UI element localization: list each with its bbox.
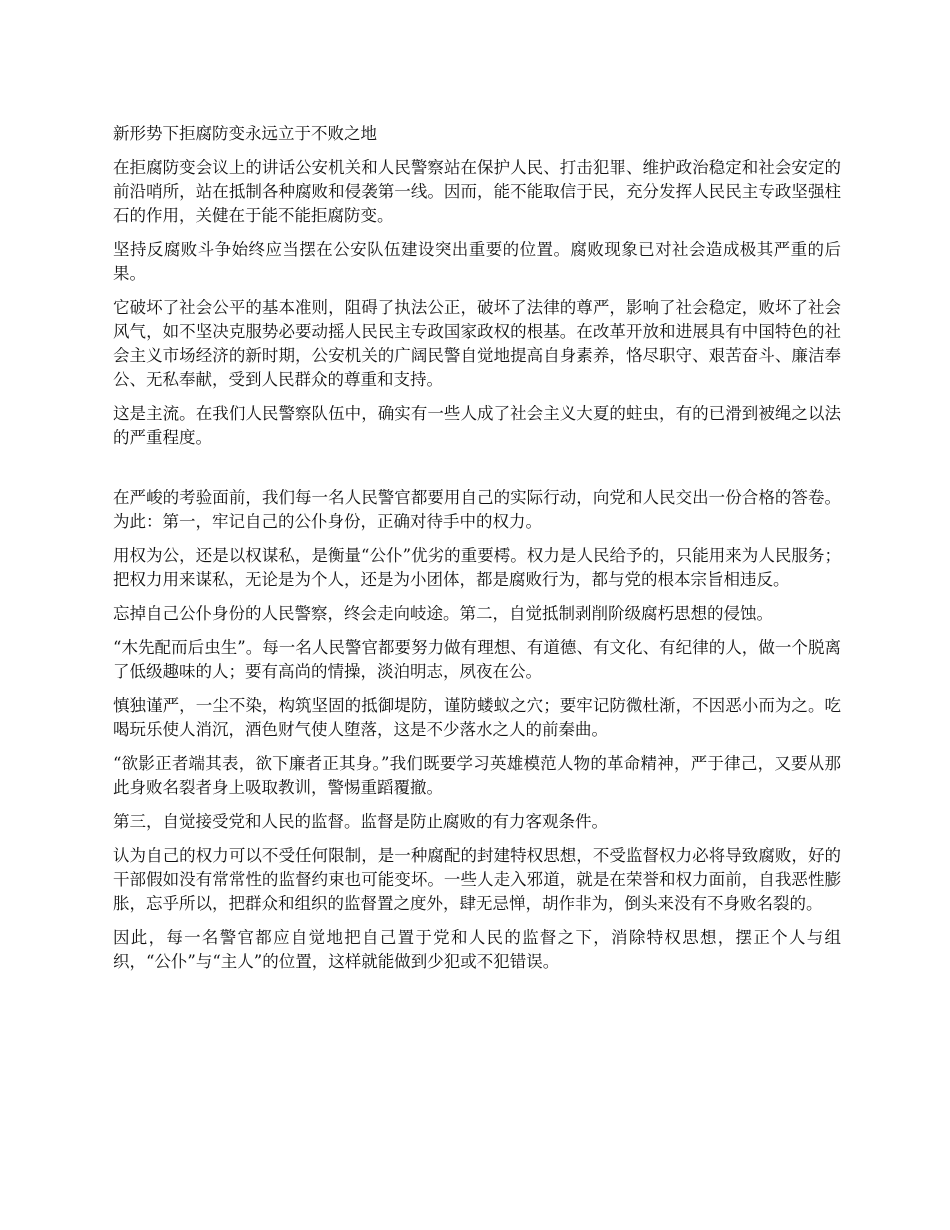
paragraph: 在严峻的考验面前，我们每一名人民警官都要用自己的实际行动，向党和人民交出一份合格的答卷。为此：第一，牢记自己的公仆身份，正确对待手中的权力。 <box>113 488 841 531</box>
paragraph: “欲影正者端其表，欲下廉者正其身。”我们既要学习英雄模范人物的革命精神，严于律己，又要从那此身败名裂者身上吸取教训，警惕重蹈覆撤。 <box>113 754 841 797</box>
paragraph: 在拒腐防变会议上的讲话公安机关和人民警察站在保护人民、打击犯罪、维护政治稳定和社会安定的前沿哨所，站在抵制各种腐败和侵袭第一线。因而，能不能取信于民，充分发挥人民民主专政坚强柱石的作用，关健在于能不能拒腐防变。 <box>113 158 841 225</box>
document-title: 新形势下拒腐防变永远立于不败之地 <box>113 124 377 143</box>
paragraph: 第三，自觉接受党和人民的监督。监督是防止腐败的有力客观条件。 <box>113 812 608 831</box>
paragraph: 这是主流。在我们人民警察队伍中，确实有一些人成了社会主义大夏的蛀虫，有的已滑到被绳之以法的严重程度。 <box>113 404 841 447</box>
section-gap <box>113 460 841 486</box>
paragraph: 因此，每一名警官都应自觉地把自己置于党和人民的监督之下，消除特权思想，摆正个人与组织，“公仆”与“主人”的位置，这样就能做到少犯或不犯错误。 <box>113 928 841 971</box>
paragraph: 认为自己的权力可以不受任何限制，是一种腐配的封建特权思想，不受监督权力必将导致腐败，好的干部假如没有常常性的监督约束也可能变坏。一些人走入邪道，就是在荣誉和权力面前，自我恶性膨胀，忘乎所以，把群众和组织的监督置之度外，肆无忌惮，胡作非为，倒头来没有不身败名裂的。 <box>113 846 841 913</box>
paragraph: 忘掉自己公仆身份的人民警察，终会走向岐途。第二，自觉抵制剥削阶级腐朽思想的侵蚀。 <box>113 604 773 623</box>
paragraph: 它破坏了社会公平的基本准则，阻碍了执法公正，破坏了法律的尊严，影响了社会稳定，败坏了社会风气，如不坚决克服势必要动摇人民民主专政国家政权的根基。在改革开放和进展具有中国特色的社会主义市场经济的新时期，公安机关的广阔民警自觉地提高自身素养，恪尽职守、艰苦奋斗、廉洁奉公、无私奉献，受到人民群众的尊重和支持。 <box>113 298 841 389</box>
paragraph: “木先配而后虫生”。每一名人民警官都要努力做有理想、有道德、有文化、有纪律的人，做一个脱离了低级趣味的人；要有高尚的情操，淡泊明志，夙夜在公。 <box>113 638 841 681</box>
paragraph: 坚持反腐败斗争始终应当摆在公安队伍建设突出重要的位置。腐败现象已对社会造成极其严重的后果。 <box>113 240 841 283</box>
paragraph: 慎独谨严，一尘不染，构筑坚固的抵御堤防，谨防蝼蚁之穴；要牢记防微杜渐，不因恶小而为之。吃喝玩乐使人消沉，酒色财气使人堕落，这是不少落水之人的前秦曲。 <box>113 696 841 739</box>
document-body <box>113 122 841 984</box>
paragraph: 用权为公，还是以权谋私，是衡量“公仆”优劣的重要樗。权力是人民给予的，只能用来为人民服务；把权力用来谋私，无论是为个人，还是为小团体，都是腐败行为，都与党的根本宗旨相违反。 <box>113 546 841 589</box>
